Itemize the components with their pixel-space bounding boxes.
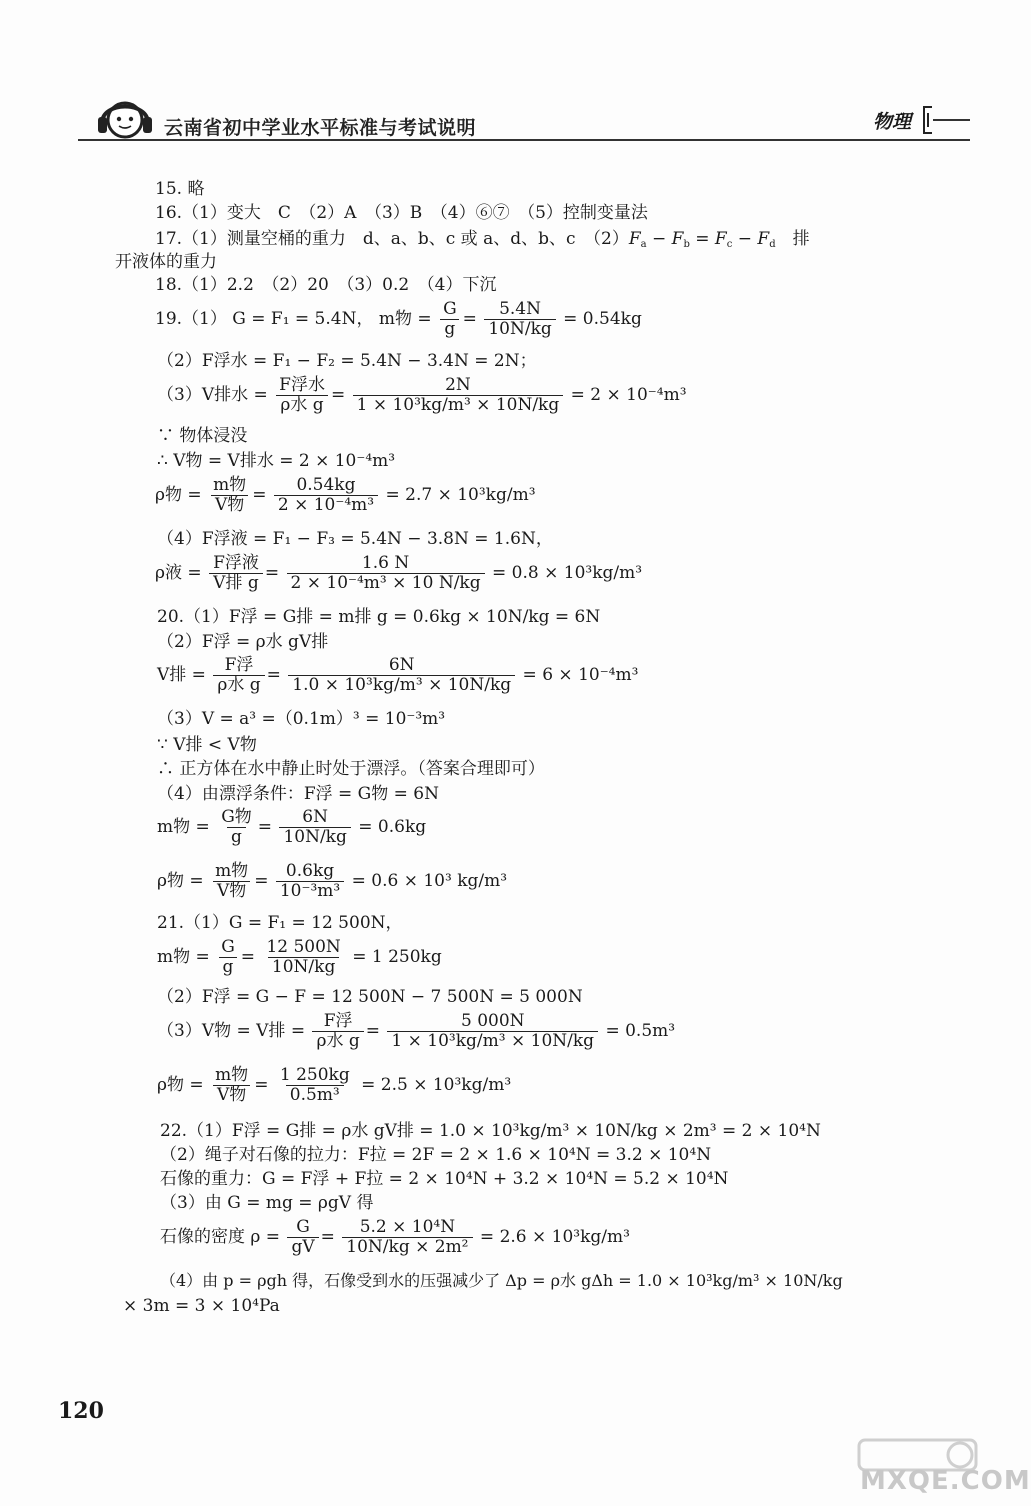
fraction: $\frac{\text{F浮液}}{\text{V排 g}}$ [209, 554, 263, 593]
q19-3-label: （3）V排水 = [157, 385, 268, 405]
q20-1-line: 20.（1）F浮 = G排 = m排 g = 0.6kg × 10N/kg = 6N [157, 607, 601, 627]
q15-line: 15. 略 [155, 179, 205, 199]
m2-result: = 0.6kg [358, 817, 427, 837]
rho3-result: = 2.5 × 10³kg/m³ [361, 1075, 512, 1095]
q20-3-line: （3）V = a³ =（0.1m）³ = 10⁻³m³ [157, 709, 446, 729]
rho-liquid-label: ρ液 = [155, 563, 202, 583]
fraction: $\frac{\text{F浮}}{\text{ρ水 g}}$ [312, 1012, 363, 1051]
rho3-line: ρ物 = $\frac{\text{m物}}{\text{V物}}$ = $\frac{1 250kg}{\text{0.5m³}}$ = 2.5 × 10³kg/m³ [157, 1065, 512, 1105]
q19-1-label: 19.（1） [155, 309, 227, 329]
fraction: $\frac{\text{F浮水}}{\text{ρ水 g}}$ [275, 376, 329, 415]
fraction: $\frac{\text{G物}}{g}$ [221, 807, 252, 847]
q17-tail: 排 [792, 229, 810, 249]
q21-1-line: 21.（1）G = F₁ = 12 500N， [157, 913, 403, 933]
fraction: $\frac{1.6 N}{\text{2 × 10⁻⁴m³ × 10 N/kg}}$ [287, 554, 485, 593]
m2-label: m物 = [157, 817, 210, 837]
q22-4-line: （4）由 p = ρgh 得，石像受到水的压强减少了 Δp = ρ水 gΔh = 1.0 × 10³kg/m³ × 10N/kg [160, 1271, 843, 1290]
rho3-label: ρ物 = [157, 1075, 204, 1095]
m3-result: = 1 250kg [352, 947, 442, 967]
fraction: $\frac{\text{m物}}{\text{V物}}$ [211, 862, 252, 901]
q17-text: 17.（1）测量空桶的重力 d、a、b、c 或 a、d、b、c （2） [155, 229, 629, 249]
rho2-line: ρ物 = $\frac{\text{m物}}{\text{V物}}$ = $\frac{0.6kg}{\text{10⁻³m³}}$ = 0.6 × 10³ kg/m³ [157, 861, 508, 901]
q22-1-line: 22.（1）F浮 = G排 = ρ水 gV排 = 1.0 × 10³kg/m³ × 10N/kg × 2m³ = 2 × 10⁴N [160, 1121, 821, 1141]
watermark-text: MXQE.COM [860, 1466, 1031, 1496]
page-number: 120 [58, 1398, 104, 1424]
q21-3-result: = 0.5m³ [605, 1021, 676, 1041]
rho2-label: ρ物 = [157, 871, 204, 891]
q19-3-result: = 2 × 10⁻⁴m³ [570, 385, 687, 405]
header-title: 云南省初中学业水平标准与考试说明 [164, 117, 477, 139]
q19-1-eq: G = F₁ = 5.4N， [232, 309, 374, 329]
q22-3-line: （3）由 G = mg = ρgV 得 [160, 1193, 374, 1213]
fraction: $\frac{2N}{\text{1 × 10³kg/m³ × 10N/kg}}$ [353, 376, 564, 415]
fraction: $\frac{\text{m物}}{\text{V物}}$ [211, 1066, 252, 1105]
rho-label: ρ物 = [155, 485, 202, 505]
q17-line: 17.（1）测量空桶的重力 d、a、b、c 或 a、d、b、c $(2)F_a - F_b = F_c - F_d$ 排 [155, 229, 810, 250]
fraction: $\frac{\text{5.2 × 10⁴N}}{\text{10N/kg × 2m²}}$ [342, 1218, 472, 1257]
v-result: = 6 × 10⁻⁴m³ [522, 665, 639, 685]
rho-result: = 2.7 × 10³kg/m³ [385, 485, 536, 505]
because-line-1: ∵ 物体浸没 [157, 426, 248, 446]
because-line-2: ∵ V排 < V物 [157, 735, 257, 755]
fraction: $\frac{G}{gV}$ [287, 1218, 318, 1257]
fraction: $\frac{G}{g}$ [439, 300, 461, 339]
fraction: $\frac{6N}{10N/kg}$ [279, 808, 350, 847]
fraction: $\frac{1 250kg}{\text{0.5m³}}$ [279, 1065, 350, 1105]
q17-line2: 开液体的重力 [115, 252, 217, 272]
rho-line: ρ物 = $\frac{\text{m物}}{\text{V物}}$ = $\frac{0.54kg}{\text{2 × 10⁻⁴m³}}$ = 2.7 × 10³kg/m³ [155, 475, 536, 515]
q19-3-line: （3）V排水 = $\frac{\text{F浮水}}{\text{ρ水 g}}$ = $\frac{2N}{\text{1 × 10³kg/m³ × 10N/kg}}$ = 2 × 10⁻⁴m³ [157, 375, 687, 415]
m2-line: m物 = $\frac{\text{G物}}{g}$ = $\frac{6N}{10N/kg}$ = 0.6kg [157, 807, 427, 847]
q19-2-line: （2）F浮水 = F₁ − F₂ = 5.4N − 3.4N = 2N； [157, 351, 537, 371]
fraction: $\frac{6N}{\text{1.0 × 10³kg/m³ × 10N/kg}}$ [288, 656, 515, 695]
q20-2-line: （2）F浮 = ρ水 gV排 [157, 632, 329, 652]
q21-3-label: （3）V物 = V排 = [157, 1021, 306, 1041]
rho-liquid-result: = 0.8 × 10³kg/m³ [492, 563, 643, 583]
q18-line: 18.（1）2.2 （2）20 （3）0.2 （4）下沉 [155, 275, 497, 295]
page-header [78, 85, 970, 145]
m3-line: m物 = $\frac{G}{g}$ = $\frac{12 500N}{10N/kg}$ = 1 250kg [157, 937, 442, 977]
fraction: $\frac{\text{F浮}}{\text{ρ水 g}}$ [213, 656, 264, 695]
fraction: $\frac{5 000N}{\text{1 × 10³kg/m³ × 10N/kg}}$ [387, 1012, 598, 1051]
fraction: $\frac{5.4N}{10N/kg}$ [484, 300, 555, 339]
header-subject: 物理 [873, 111, 912, 133]
header-rule [78, 139, 970, 141]
q22-3-label: 石像的密度 ρ = [160, 1227, 281, 1247]
q19-4-line: （4）F浮液 = F₁ − F₃ = 5.4N − 3.8N = 1.6N， [157, 529, 553, 549]
v-line: V排 = $\frac{\text{F浮}}{\text{ρ水 g}}$ = $\frac{6N}{\text{1.0 × 10³kg/m³ × 10N/kg}}$ = 6 × 10⁻⁴m³ [157, 655, 639, 695]
headphone-logo-icon [96, 93, 154, 143]
q22-2b-line: 石像的重力：G = F浮 + F拉 = 2 × 10⁴N + 3.2 × 10⁴N = 5.2 × 10⁴N [160, 1169, 729, 1189]
m3-label: m物 = [157, 947, 210, 967]
q22-2-line: （2）绳子对石像的拉力：F拉 = 2F = 2 × 1.6 × 10⁴N = 3.2 × 10⁴N [160, 1145, 712, 1165]
q22-3-result: = 2.6 × 10³kg/m³ [479, 1227, 630, 1247]
fraction: $\frac{0.6kg}{\text{10⁻³m³}}$ [276, 862, 344, 901]
v-label: V排 = [157, 665, 206, 685]
rho-liquid-line: ρ液 = $\frac{\text{F浮液}}{\text{V排 g}}$ = $\frac{1.6 N}{\text{2 × 10⁻⁴m³ × 10 N/kg}}$ = 0.8 × 10³kg/m³ [155, 553, 643, 593]
q19-1-line: 19.（1） G = F₁ = 5.4N， m物 = $\frac{G}{g}$ = $\frac{5.4N}{10N/kg}$ = 0.54kg [155, 299, 642, 339]
therefore-line-2: ∴ 正方体在水中静止时处于漂浮。（答案合理即可） [157, 759, 545, 779]
q20-4-line: （4）由漂浮条件：F浮 = G物 = 6N [157, 784, 439, 804]
header-bar [933, 119, 970, 121]
q19-1-m: m物 = [378, 309, 432, 329]
therefore-line-1: ∴ V物 = V排水 = 2 × 10⁻⁴m³ [157, 451, 396, 471]
q21-2-line: （2）F浮 = G − F = 12 500N − 7 500N = 5 000N [157, 987, 583, 1007]
fraction: $\frac{12 500N}{10N/kg}$ [266, 937, 341, 977]
rho2-result: = 0.6 × 10³ kg/m³ [351, 871, 508, 891]
fraction: $\frac{\text{m物}}{\text{V物}}$ [209, 476, 250, 515]
q21-3-line: （3）V物 = V排 = $\frac{\text{F浮}}{\text{ρ水 g}}$ = $\frac{5 000N}{\text{1 × 10³kg/m³ × 10N/kg}}$ = 0.5m³ [157, 1011, 676, 1051]
fraction: $\frac{0.54kg}{\text{2 × 10⁻⁴m³}}$ [274, 476, 378, 515]
fraction: $\frac{G}{g}$ [217, 938, 239, 977]
q22-3-density-line: 石像的密度 ρ = $\frac{G}{gV}$ = $\frac{\text{5.2 × 10⁴N}}{\text{10N/kg × 2m²}}$ = 2.6 × 10³kg/m³ [160, 1217, 630, 1257]
q19-1-result: = 0.54kg [563, 309, 642, 329]
q22-4-line2: × 3m = 3 × 10⁴Pa [123, 1296, 280, 1316]
q16-line: 16.（1）变大 C （2）A （3）B （4）⑥⑦ （5）控制变量法 [155, 203, 648, 223]
